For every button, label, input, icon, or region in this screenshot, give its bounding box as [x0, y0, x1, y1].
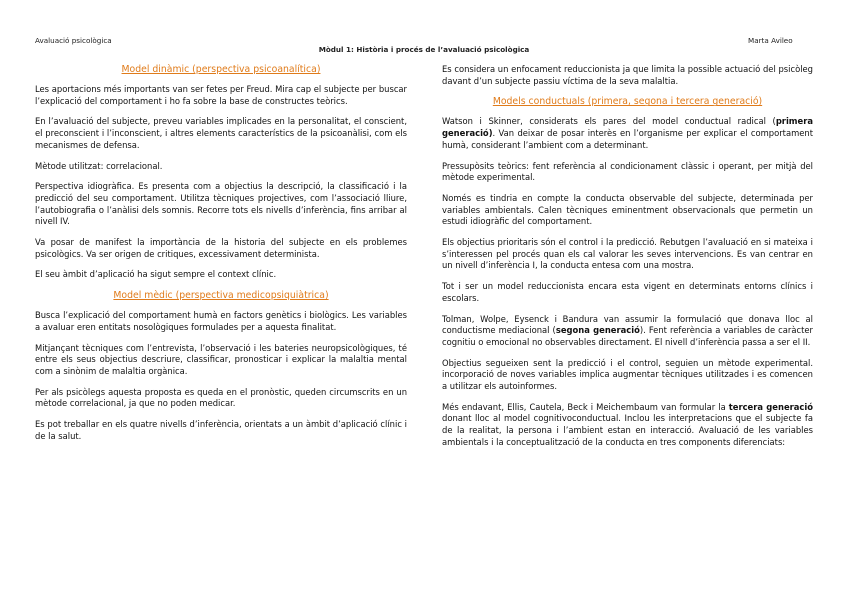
paragraph: En l’avaluació del subjecte, preveu variables implicades en la personalitat, el conscient, el preconscient i l’inconscient, i altres elements característics de la psicoanàlisi, com els mecanismes de defensa. [35, 116, 407, 150]
text-run: Watson i Skinner, considerats els pares del model conductual radical ( [442, 116, 776, 127]
heading-dynamic-model: Model dinàmic (perspectiva psicoanalítica) [121, 64, 321, 75]
paragraph: Objectius segueixen sent la predicció i el control, seguien un mètode experimental. incorporació de noves variables implica augmentar tècniques utilitzades i es comencen a utilitzar els autoinformes. [442, 357, 813, 392]
heading-medical-model: Model mèdic (perspectiva medicopsiquiàtrica) [113, 290, 329, 302]
paragraph [442, 116, 813, 151]
paragraph [442, 402, 813, 449]
text-run: Tolman, Wolpe, Eysenck i Bandura van assumir la formulació que donava lloc al conductisme mediacional ( [442, 313, 813, 336]
text-run: . Van deixar de posar interès en l’organisme per explicar el comportament humà, considerant l’ambient com a determinant. [442, 128, 813, 150]
paragraph: Es pot treballar en els quatre nivells d’inferència, orientats a un àmbit d’aplicació clínic i de la salut. [35, 419, 407, 441]
paragraph: Pressupòsits teòrics: fent referència al condicionament clàssic i operant, per mitjà del mètode experimental. [442, 160, 813, 183]
paragraph: Va posar de manifest la importància de la historia del subjecte en els problemes psicològics. Va ser origen de critiques, excessivament determinista. [35, 237, 407, 259]
bold-term: tercera generació [728, 401, 813, 412]
text-run: Més endavant, Ellis, Cautela, Beck i Meichembaum van formular la [442, 401, 729, 412]
text-run: donant lloc al model cognitivoconductual. Inclou les interpretacions que el subjecte fa de la realitat, la persona i l’ambient estan en interacció. Avaluació de les variables ambientals i la conceptualització de la conducta en tres components diferenciats: [442, 413, 813, 447]
left-column [35, 64, 407, 451]
paragraph: Busca l’explicació del comportament humà en factors genètics i biològics. Les variables a avaluar eren entitats nosològiques formulades per a aquesta finalitat. [35, 310, 407, 332]
paragraph: Només es tindria en compte la conducta observable del subjecte, determinada per variables ambientals. Calen tècniques eminentment observacionals que permetin un estudi idiogràfic del comportament. [442, 192, 813, 227]
paragraph: Mètode utilitzat: correlacional. [35, 160, 163, 171]
right-column [442, 64, 813, 458]
bold-term: primera generació) [442, 116, 813, 139]
paragraph: Els objectius prioritaris són el control i la predicció. Rebutgen l’avaluació en si mateixa i s’interessen pel procés quan els cal valorar les seves intervencions. Es van centrar en un nivell d’inferència I, la conducta entesa com una mostra. [442, 237, 813, 271]
paragraph: El seu àmbit d’aplicació ha sigut sempre el context clínic. [35, 269, 277, 280]
paragraph: Perspectiva idiogràfica. Es presenta com a objectius la descripció, la classificació i la predicció del seu comportament. Utilitza tècniques projectives, com l’associació lliure, l’autobiografia o l’anàlisi dels somnis. Recorre tots els nivells d’inferència, fins arribar al nivell IV. [35, 181, 407, 227]
bold-term: segona generació [555, 325, 640, 336]
paragraph: Es considera un enfocament reduccionista ja que limita la possible actuació del psicòleg davant d’un subjecte passiu víctima de la seva malaltia. [442, 64, 813, 86]
heading-behavioral-models: Models conductuals (primera, segona i tercera generació) [492, 96, 763, 108]
paragraph: Les aportacions més importants van ser fetes per Freud. Mira cap el subjecte per buscar l’explicació del comportament i ho fa sobre la base de constructes teòrics. [35, 84, 407, 106]
paragraph: Tot i ser un model reduccionista encara esta vigent en determinats entorns clínics i escolars. [442, 281, 813, 303]
header-module-title: Mòdul 1: Història i procés de l’avaluació psicològica [318, 45, 530, 54]
text-run: ). Fent referència a variables de caràcter cognitiu o emocional no observables directament. El nivell d’inferència passa a ser el II. [442, 325, 813, 347]
paragraph: Per als psicòlegs aquesta proposta es queda en el pronòstic, queden circumscrits en un mètode correlacional, ja que no poden medicar. [35, 386, 407, 409]
paragraph: Mitjançant tècniques com l’entrevista, l’observació i les bateries neuropsicològiques, té entre els seus objectius descriure, classificar, pronosticar i explicar la malaltia mental com a sinònim de malaltia orgànica. [35, 342, 407, 376]
header-course: Avaluació psicològica [35, 36, 112, 45]
header-author: Marta Avileo [748, 36, 793, 45]
paragraph [442, 314, 813, 349]
